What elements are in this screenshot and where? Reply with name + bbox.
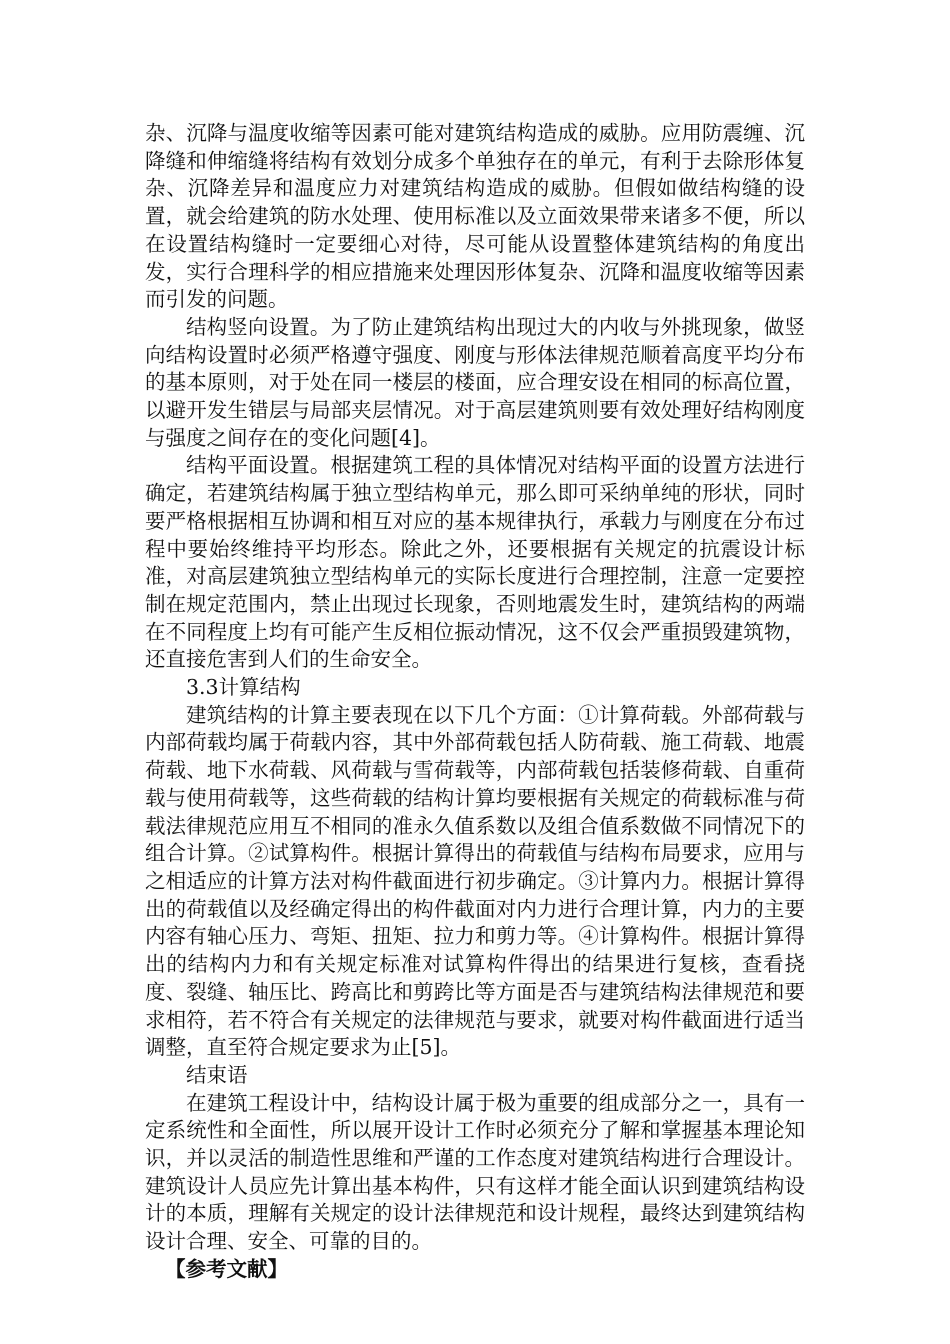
document-page (145, 120, 805, 1284)
section-heading-conclusion: 结束语 (186, 1062, 248, 1087)
paragraph-calculation: 建筑结构的计算主要表现在以下几个方面：①计算荷载。外部荷载与内部荷载均属于荷载内容，其中外部荷载包括人防荷载、施工荷载、地震荷载、地下水荷载、风荷载与雪荷载等，内部荷载包括装修荷载、自重荷载与使用荷载等，这些荷载的结构计算均要根据有关规定的荷载标准与荷载法律规范应用互不相同的准永久值系数以及组合值系数做不同情况下的组合计算。②试算构件。根据计算得出的荷载值与结构布局要求，应用与之相适应的计算方法对构件截面进行初步确定。③计算内力。根据计算得出的荷载值以及经确定得出的构件截面对内力进行合理计算，内力的主要内容有轴心压力、弯矩、扭矩、拉力和剪力等。④计算构件。根据计算得出的结构内力和有关规定标准对试算构件得出的结果进行复核，查看挠度、裂缝、轴压比、跨高比和剪跨比等方面是否与建筑结构法律规范和要求相符，若不符合有关规定的法律规范与要求，就要对构件截面进行适当调整，直至符合规定要求为止[5]。 (145, 702, 805, 1060)
paragraph-plane-layout: 结构平面设置。根据建筑工程的具体情况对结构平面的设置方法进行确定，若建筑结构属于独立型结构单元，那么即可采纳单纯的形状，同时要严格根据相互协调和相互对应的基本规律执行，承载力与刚度在分布过程中要始终维持平均形态。除此之外，还要根据有关规定的抗震设计标准，对高层建筑独立型结构单元的实际长度进行合理控制，注意一定要控制在规定范围内，禁止出现过长现象，否则地震发生时，建筑结构的两端在不同程度上均有可能产生反相位振动情况，这不仅会严重损毁建筑物，还直接危害到人们的生命安全。 (145, 453, 805, 672)
paragraph-structural-joints: 杂、沉降与温度收缩等因素可能对建筑结构造成的威胁。应用防震缠、沉降缝和伸缩缝将结构有效划分成多个单独存在的单元，有利于去除形体复杂、沉降差异和温度应力对建筑结构造成的威胁。但假如做结构缝的设置，就会给建筑的防水处理、使用标准以及立面效果带来诸多不便，所以在设置结构缝时一定要细心对待，尽可能从设置整体建筑结构的角度出发，实行合理科学的相应措施来处理因形体复杂、沉降和温度收缩等因素而引发的问题。 (145, 121, 805, 312)
paragraph-vertical-layout: 结构竖向设置。为了防止建筑结构出现过大的内收与外挑现象，做竖向结构设置时必须严格遵守强度、刚度与形体法律规范顺着高度平均分布的基本原则，对于处在同一楼层的楼面，应合理安设在相同的标高位置，以避开发生错层与局部夹层情况。对于高层建筑则要有效处理好结构刚度与强度之间存在的变化问题[4]。 (145, 314, 805, 450)
references-heading: 【参考文献】 (165, 1256, 288, 1281)
section-heading-calculation: 3.3计算结构 (186, 675, 301, 700)
paragraph-conclusion: 在建筑工程设计中，结构设计属于极为重要的组成部分之一，具有一定系统性和全面性，所以展开设计工作时必须充分了解和掌握基本理论知识，并以灵活的制造性思维和严谨的工作态度对建筑结构进行合理设计。建筑设计人员应先计算出基本构件，只有这样才能全面认识到建筑结构设计的本质，理解有关规定的设计法律规范和设计规程，最终达到建筑结构设计合理、安全、可靠的目的。 (145, 1090, 805, 1254)
